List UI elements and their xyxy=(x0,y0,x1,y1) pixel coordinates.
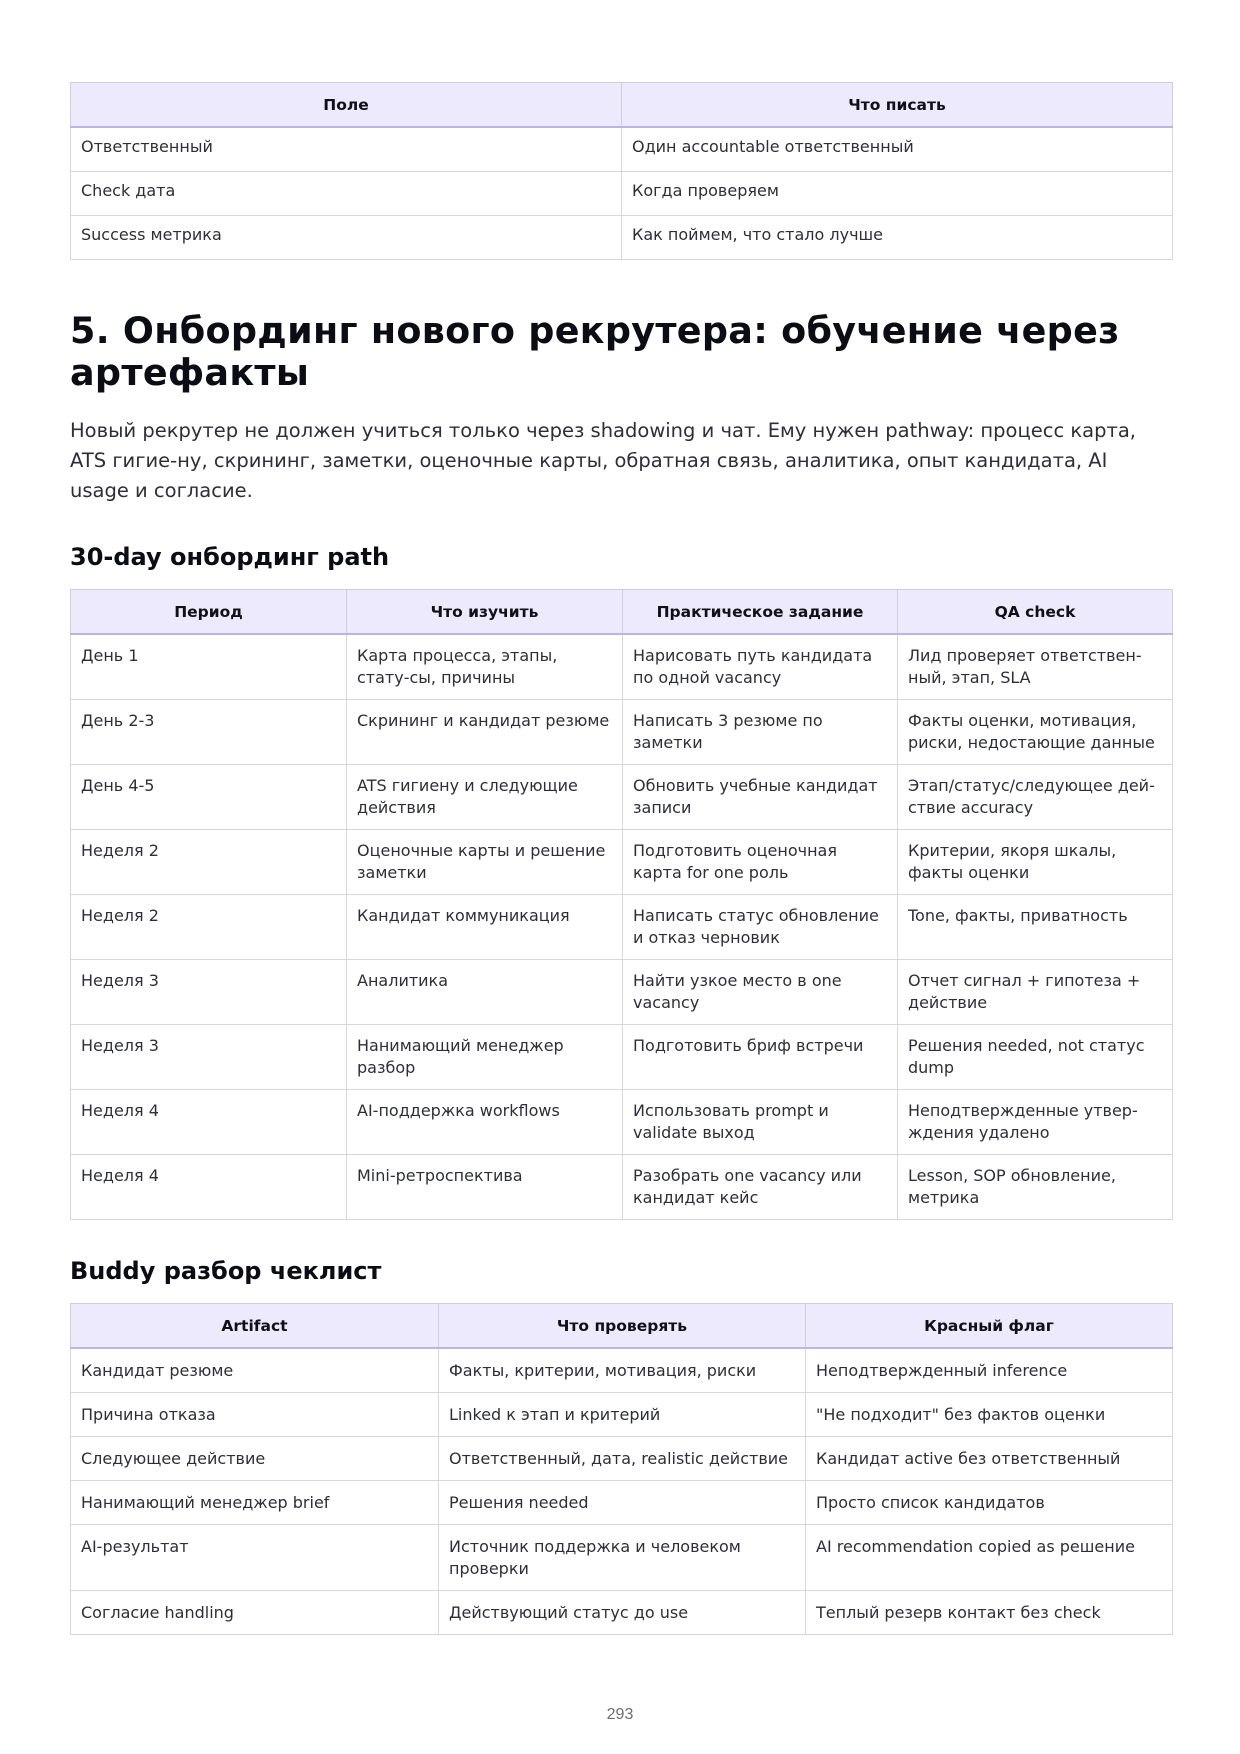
table-row xyxy=(71,700,1173,765)
table-cell: День 2-3 xyxy=(71,700,347,765)
table-cell: Скрининг и кандидат резюме xyxy=(347,700,623,765)
column-header: Artifact xyxy=(71,1304,439,1349)
table-cell: Success метрика xyxy=(71,216,622,260)
table-row xyxy=(71,1525,1173,1591)
table-cell: Решения needed, not статус dump xyxy=(898,1025,1173,1090)
buddy-checklist-table xyxy=(70,1303,1173,1635)
table-cell: "Не подходит" без фактов оценки xyxy=(806,1393,1173,1437)
table-row xyxy=(71,1591,1173,1635)
column-header: Поле xyxy=(71,83,622,128)
section-lead-paragraph: Новый рекрутер не должен учиться только через shadowing и чат. Ему нужен pathway: процесс карта, ATS гигие-ну, скрининг, заметки, оценочные карты, обратная связь, аналитика, опыт кандидата, AI usage и согласие. xyxy=(70,419,1136,502)
table-cell: Написать 3 резюме по заметки xyxy=(623,700,898,765)
table-row xyxy=(71,830,1173,895)
table-row xyxy=(71,1393,1173,1437)
table-cell: Неподтвержденные утвер-ждения удалено xyxy=(898,1090,1173,1155)
fields-table xyxy=(70,82,1173,260)
table-cell: Отчет сигнал + гипотеза + действие xyxy=(898,960,1173,1025)
table-cell: Разобрать one vacancy или кандидат кейс xyxy=(623,1155,898,1220)
table-cell: Подготовить оценочная карта for one роль xyxy=(623,830,898,895)
table-row xyxy=(71,1155,1173,1220)
table-header-row xyxy=(71,590,1173,635)
table-cell: Причина отказа xyxy=(71,1393,439,1437)
table-cell: Действующий статус до use xyxy=(439,1591,806,1635)
table-cell: Факты оценки, мотивация, риски, недостающие данные xyxy=(898,700,1173,765)
table-cell: День 4-5 xyxy=(71,765,347,830)
table-cell: Нарисовать путь кандидата по одной vacancy xyxy=(623,634,898,700)
table-cell: Подготовить бриф встречи xyxy=(623,1025,898,1090)
table-row xyxy=(71,216,1173,260)
table-cell: Источник поддержка и человеком проверки xyxy=(439,1525,806,1591)
buddy-heading: Buddy разбор чеклист xyxy=(70,1257,382,1285)
table-header-row xyxy=(71,83,1173,128)
table-cell: Нанимающий менеджер разбор xyxy=(347,1025,623,1090)
column-header: QA check xyxy=(898,590,1173,635)
column-header: Период xyxy=(71,590,347,635)
page-number: 293 xyxy=(606,1706,634,1723)
table-cell: Кандидат коммуникация xyxy=(347,895,623,960)
table-row xyxy=(71,1025,1173,1090)
table-row xyxy=(71,127,1173,172)
table-cell: Решения needed xyxy=(439,1481,806,1525)
column-header: Красный флаг xyxy=(806,1304,1173,1349)
table-cell: Неподтвержденный inference xyxy=(806,1348,1173,1393)
table-row xyxy=(71,634,1173,700)
table-cell: Ответственный xyxy=(71,127,622,172)
table-cell: Неделя 3 xyxy=(71,1025,347,1090)
table-row xyxy=(71,960,1173,1025)
table-cell: Tone, факты, приватность xyxy=(898,895,1173,960)
table-cell: ATS гигиену и следующие действия xyxy=(347,765,623,830)
table-row xyxy=(71,765,1173,830)
table-cell: День 1 xyxy=(71,634,347,700)
table-cell: Согласие handling xyxy=(71,1591,439,1635)
column-header: Что проверять xyxy=(439,1304,806,1349)
table-cell: Использовать prompt и validate выход xyxy=(623,1090,898,1155)
table-cell: Карта процесса, этапы, стату-сы, причины xyxy=(347,634,623,700)
table-row xyxy=(71,1090,1173,1155)
table-cell: AI-поддержка workflows xyxy=(347,1090,623,1155)
table-cell: Когда проверяем xyxy=(622,172,1173,216)
table-header-row xyxy=(71,1304,1173,1349)
table-cell: Следующее действие xyxy=(71,1437,439,1481)
table-cell: Кандидат резюме xyxy=(71,1348,439,1393)
section-title: 5. Онбординг нового рекрутера: обучение через артефакты xyxy=(70,309,1120,394)
table-cell: Неделя 4 xyxy=(71,1090,347,1155)
column-header: Что изучить xyxy=(347,590,623,635)
table-cell: Как поймем, что стало лучше xyxy=(622,216,1173,260)
onboarding-path-table xyxy=(70,589,1173,1220)
table-cell: Критерии, якоря шкалы, факты оценки xyxy=(898,830,1173,895)
table-cell: Неделя 2 xyxy=(71,895,347,960)
table-cell: Этап/статус/следующее дей-ствие accuracy xyxy=(898,765,1173,830)
table-row xyxy=(71,1481,1173,1525)
table-cell: Найти узкое место в one vacancy xyxy=(623,960,898,1025)
table-cell: Один accountable ответственный xyxy=(622,127,1173,172)
page-content xyxy=(70,82,1172,1635)
table-cell: Нанимающий менеджер brief xyxy=(71,1481,439,1525)
table-cell: Оценочные карты и решение заметки xyxy=(347,830,623,895)
column-header: Что писать xyxy=(622,83,1173,128)
table-cell: Linked к этап и критерий xyxy=(439,1393,806,1437)
table-cell: AI-результат xyxy=(71,1525,439,1591)
table-cell: Теплый резерв контакт без check xyxy=(806,1591,1173,1635)
table-cell: Check дата xyxy=(71,172,622,216)
column-header: Практическое задание xyxy=(623,590,898,635)
table-cell: Просто список кандидатов xyxy=(806,1481,1173,1525)
path-heading: 30-day онбординг path xyxy=(70,543,390,571)
table-cell: Неделя 3 xyxy=(71,960,347,1025)
table-cell: Кандидат active без ответственный xyxy=(806,1437,1173,1481)
table-cell: Написать статус обновление и отказ черновик xyxy=(623,895,898,960)
table-row xyxy=(71,172,1173,216)
table-cell: Обновить учебные кандидат записи xyxy=(623,765,898,830)
table-cell: Ответственный, дата, realistic действие xyxy=(439,1437,806,1481)
table-cell: Lesson, SOP обновление, метрика xyxy=(898,1155,1173,1220)
table-row xyxy=(71,1437,1173,1481)
table-row xyxy=(71,895,1173,960)
table-cell: Аналитика xyxy=(347,960,623,1025)
table-cell: Mini-ретроспектива xyxy=(347,1155,623,1220)
table-cell: Факты, критерии, мотивация, риски xyxy=(439,1348,806,1393)
table-cell: Лид проверяет ответствен-ный, этап, SLA xyxy=(898,634,1173,700)
table-row xyxy=(71,1348,1173,1393)
table-cell: Неделя 4 xyxy=(71,1155,347,1220)
table-cell: AI recommendation copied as решение xyxy=(806,1525,1173,1591)
table-cell: Неделя 2 xyxy=(71,830,347,895)
